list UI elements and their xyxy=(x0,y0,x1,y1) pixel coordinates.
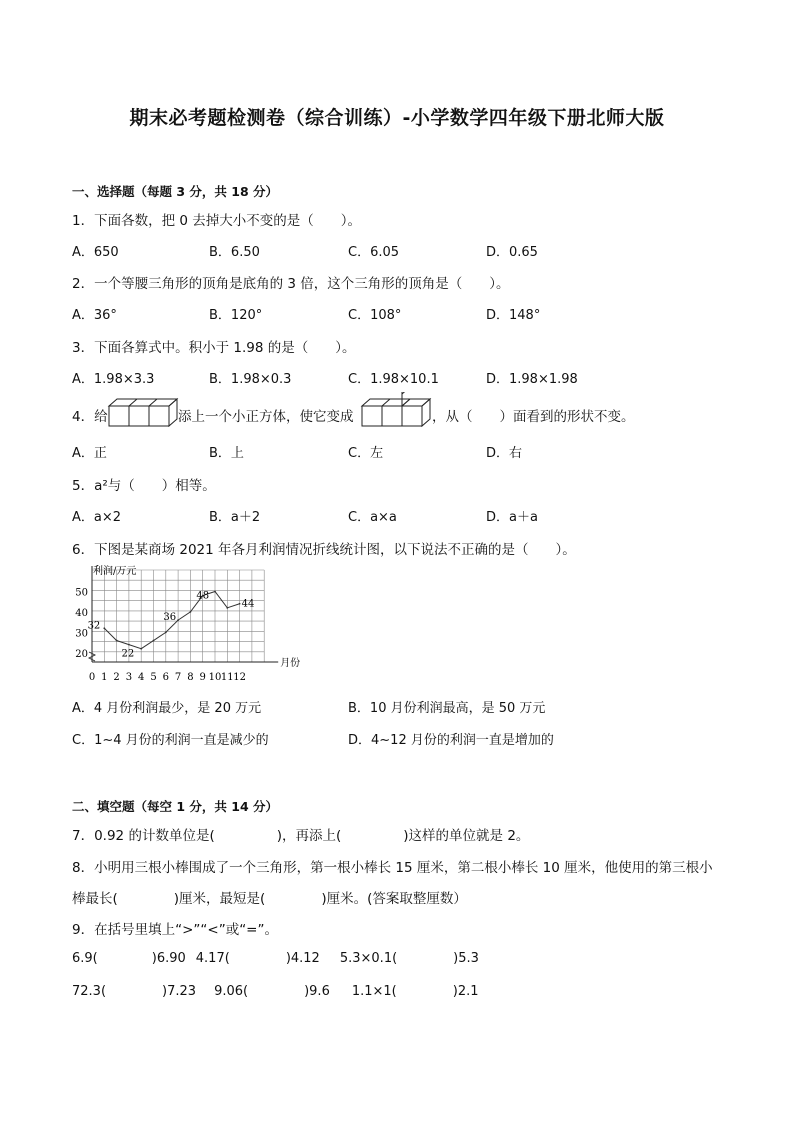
q9-stem: 9．在括号里填上“>”“<”或“=”。 xyxy=(72,922,278,938)
q6-option-b[interactable]: B．10 月份利润最高，是 50 万元 xyxy=(348,701,546,716)
axis-break-mark xyxy=(89,652,95,661)
q6-option-c[interactable]: C．1~4 月份的利润一直是减少的 xyxy=(72,733,269,748)
data-point xyxy=(103,627,105,629)
data-point xyxy=(140,648,142,650)
q8-line1: 8．小明用三根小棒围成了一个三角形，第一根小棒长 15 厘米，第二根小棒长 10 厘米，他使用的第三根小 xyxy=(72,860,713,876)
q9-row-2 xyxy=(72,984,479,999)
x-tick-label: 2 xyxy=(113,672,120,683)
q9-r2-f: )2.1 xyxy=(452,984,479,999)
q8-line2 xyxy=(72,887,467,907)
data-label: 22 xyxy=(121,648,135,660)
x-tick-label: 0 xyxy=(88,672,96,683)
y-tick-label: 30 xyxy=(75,628,88,640)
three-cubes-row-figure xyxy=(107,397,179,427)
q9-r2-b: )7.23 xyxy=(162,984,197,999)
data-label: 48 xyxy=(196,590,210,602)
x-tick-label: 8 xyxy=(187,672,194,683)
data-label: 44 xyxy=(241,598,255,610)
y-tick-label: 50 xyxy=(75,587,88,599)
profit-line-chart xyxy=(72,562,302,690)
q9-r2-a: 72.3( xyxy=(72,984,107,999)
page-title: 期末必考题检测卷（综合训练）-小学数学四年级下册北师大版 xyxy=(129,107,665,129)
x-tick-label: 5 xyxy=(150,672,157,683)
q3-option-c[interactable]: C．1.98×10.1 xyxy=(348,372,439,387)
q3-option-d[interactable]: D．1.98×1.98 xyxy=(486,372,578,387)
x-tick-label: 3 xyxy=(125,672,133,683)
q2-option-b[interactable]: B．120° xyxy=(209,308,263,323)
q7-line xyxy=(72,824,529,844)
data-point xyxy=(153,640,155,642)
q9-r1-f: )5.3 xyxy=(453,951,479,966)
q7-part-a: 7．0.92 的计数单位是( xyxy=(72,828,215,844)
q6-stem: 6．下图是某商场 2021 年各月利润情况折线统计图，以下说法不正确的是（ ）。 xyxy=(72,542,576,558)
q1-option-a[interactable]: A．650 xyxy=(72,245,119,260)
q5-option-a[interactable]: A．a×2 xyxy=(72,510,122,525)
q9-r2-c: 9.06( xyxy=(214,984,249,999)
x-tick-label: 6 xyxy=(162,672,169,683)
q5-option-b[interactable]: B．a＋2 xyxy=(209,510,261,525)
data-point xyxy=(116,640,118,642)
x-tick-label: 1 xyxy=(101,672,108,683)
q9-r1-a: 6.9( xyxy=(72,951,98,966)
q8-part-b: )厘米，最短是( xyxy=(173,891,266,907)
section1-heading: 一、选择题（每题 3 分，共 18 分） xyxy=(72,184,279,199)
x-tick-label: 9 xyxy=(199,672,206,683)
data-point xyxy=(177,619,179,621)
q8-part-c: )厘米。(答案取整厘数） xyxy=(321,891,467,907)
q1-option-d[interactable]: D．0.65 xyxy=(486,245,538,260)
x-tick-label: 10 xyxy=(208,672,222,683)
q2-option-c[interactable]: C．108° xyxy=(348,308,402,323)
q3-stem: 3．下面各算式中。积小于 1.98 的是（ ）。 xyxy=(72,340,356,356)
q8-part-a: 棒最长( xyxy=(72,891,118,907)
y-axis-label: 利润/万元 xyxy=(93,566,137,577)
data-label: 36 xyxy=(163,612,177,624)
data-label: 32 xyxy=(87,620,101,632)
y-tick-label: 40 xyxy=(75,607,88,619)
data-point xyxy=(165,631,167,633)
q5-option-c[interactable]: C．a×a xyxy=(348,510,397,525)
q7-part-c: )这样的单位就是 2。 xyxy=(403,828,530,844)
q9-r2-e: 1.1×1( xyxy=(351,984,397,999)
q9-r1-b: )6.90 xyxy=(151,951,186,966)
x-tick-label: 11 xyxy=(220,672,234,683)
q1-option-b[interactable]: B．6.50 xyxy=(209,245,260,260)
q9-r1-e: 5.3×0.1( xyxy=(339,951,398,966)
q2-stem: 2．一个等腰三角形的顶角是底角的 3 倍，这个三角形的顶角是（ ）。 xyxy=(72,276,510,292)
q4-option-a[interactable]: A．正 xyxy=(72,446,107,461)
data-point xyxy=(239,603,241,605)
x-axis-label: 月份 xyxy=(280,658,301,669)
q9-r1-d: )4.12 xyxy=(285,951,320,966)
q7-part-b: )，再添上( xyxy=(276,828,342,844)
x-tick-label: 12 xyxy=(233,672,246,683)
q3-option-a[interactable]: A．1.98×3.3 xyxy=(72,372,155,387)
data-point xyxy=(226,607,228,609)
q1-option-c[interactable]: C．6.05 xyxy=(348,245,400,260)
four-cubes-figure xyxy=(360,392,432,428)
q4-stem-start: 4．给 xyxy=(72,409,108,425)
q2-option-a[interactable]: A．36° xyxy=(72,308,117,323)
x-tick-label: 4 xyxy=(138,672,145,683)
q9-r1-c: 4.17( xyxy=(195,951,230,966)
q9-row-1 xyxy=(72,951,479,966)
q6-option-a[interactable]: A．4 月份利润最少，是 20 万元 xyxy=(72,701,262,716)
q1-stem: 1．下面各数，把 0 去掉大小不变的是（ ）。 xyxy=(72,213,362,229)
q4-stem-end: ，从（ ）面看到的形状不变。 xyxy=(432,409,635,425)
x-tick-label: 7 xyxy=(174,672,182,683)
q4-option-b[interactable]: B．上 xyxy=(209,446,244,461)
q4-stem-middle: 添上一个小正方体，使它变成 xyxy=(178,409,354,425)
q5-stem: 5．a²与（ ）相等。 xyxy=(72,478,216,494)
data-point xyxy=(190,611,192,613)
y-tick-label: 20 xyxy=(75,648,88,660)
q4-option-c[interactable]: C．左 xyxy=(348,446,384,461)
q9-r2-d: )9.6 xyxy=(304,984,330,999)
data-point xyxy=(128,644,130,646)
q3-option-b[interactable]: B．1.98×0.3 xyxy=(209,372,292,387)
data-point xyxy=(214,591,216,593)
q2-option-d[interactable]: D．148° xyxy=(486,308,541,323)
section2-heading: 二、填空题（每空 1 分，共 14 分） xyxy=(72,799,279,814)
q4-option-d[interactable]: D．右 xyxy=(486,446,523,461)
q6-option-d[interactable]: D．4~12 月份的利润一直是增加的 xyxy=(348,733,554,748)
q5-option-d[interactable]: D．a＋a xyxy=(486,510,538,525)
